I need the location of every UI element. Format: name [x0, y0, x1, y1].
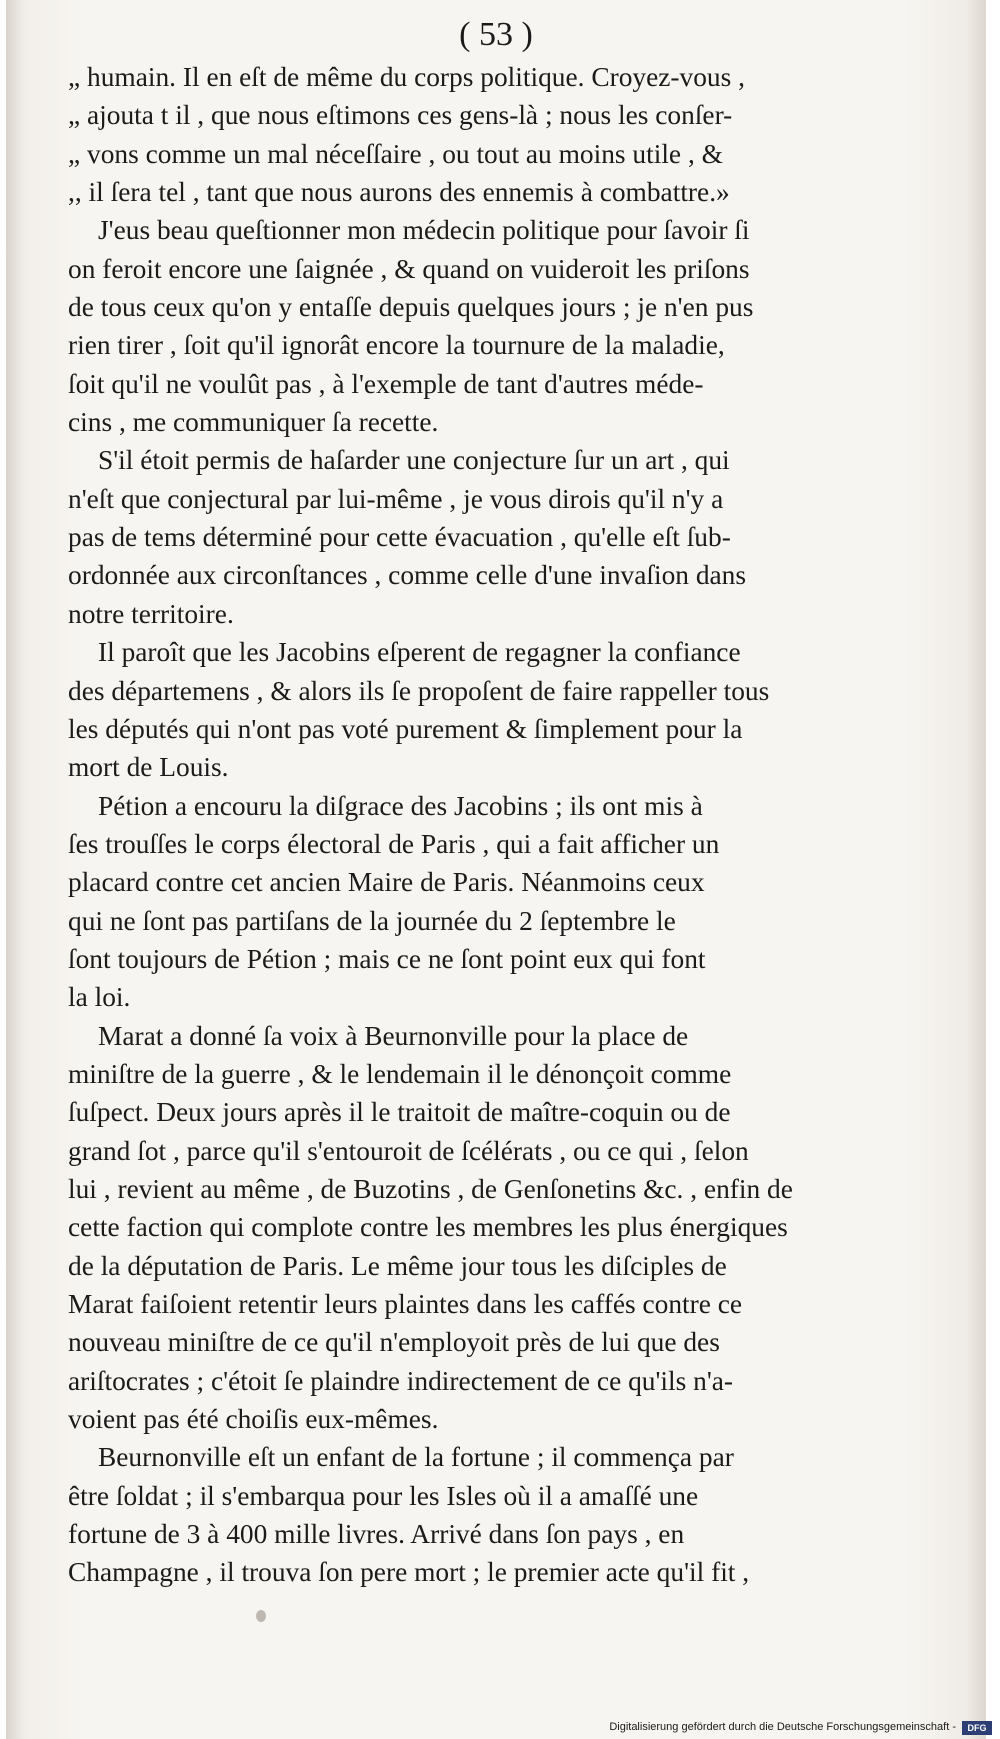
- text-line: Marat a donné ſa voix à Beurnonville pour la place de: [98, 1020, 689, 1051]
- text-line: cins , me communiquer ſa recette.: [68, 407, 439, 438]
- ink-smudge: [256, 1610, 266, 1622]
- text-line: pas de tems déterminé pour cette évacuation , qu'elle eſt ſub-: [68, 522, 731, 553]
- text-line: cette faction qui complote contre les membres les plus énergiques: [68, 1212, 788, 1243]
- text-line: Champagne , il trouva ſon pere mort ; le premier acte qu'il fit ,: [68, 1557, 750, 1588]
- text-line: Pétion a encouru la diſgrace des Jacobins ; ils ont mis à: [98, 790, 703, 821]
- text-line: ordonnée aux circonſtances , comme celle d'une invaſion dans: [68, 560, 747, 591]
- text-line: nouveau miniſtre de ce qu'il n'employoit près de lui que des: [68, 1327, 720, 1358]
- text-line: fortune de 3 à 400 mille livres. Arrivé dans ſon pays , en: [68, 1519, 685, 1550]
- text-line: qui ne ſont pas partiſans de la journée du 2 ſeptembre le: [68, 905, 676, 936]
- text-line: ,, il ſera tel , tant que nous aurons des ennemis à combattre.»: [68, 177, 730, 208]
- text-line: être ſoldat ; il s'embarqua pour les Isles où il a amaſſé une: [68, 1480, 699, 1511]
- text-line: des départemens , & alors ils ſe propoſent de faire rappeller tous: [68, 675, 770, 706]
- text-line: ariſtocrates ; c'étoit ſe plaindre indirectement de ce qu'ils n'a-: [68, 1365, 734, 1396]
- text-line: voient pas été choiſis eux-mêmes.: [68, 1404, 439, 1435]
- page-number: ( 53 ): [459, 16, 533, 53]
- dfg-logo: DFG: [962, 1721, 992, 1735]
- text-line: de la députation de Paris. Le même jour tous les diſciples de: [68, 1250, 727, 1281]
- text-line: J'eus beau queſtionner mon médecin politique pour ſavoir ſi: [98, 215, 750, 246]
- text-line: n'eſt que conjectural par lui-même , je vous dirois qu'il n'y a: [68, 483, 724, 514]
- text-line: Il paroît que les Jacobins eſperent de regagner la confiance: [98, 637, 741, 668]
- text-line: Beurnonville eſt un enfant de la fortune ; il commença par: [98, 1442, 734, 1473]
- text-line: les députés qui n'ont pas voté purement & ſimplement pour la: [68, 713, 743, 744]
- text-line: „ vons comme un mal néceſſaire , ou tout au moins utile , &: [68, 138, 723, 169]
- text-line: mort de Louis.: [68, 752, 229, 783]
- text-line: ſuſpect. Deux jours après il le traitoit de maître-coquin ou de: [68, 1097, 731, 1128]
- digitization-credit: Digitalisierung gefördert durch die Deutsche Forschungsgemeinschaft -: [609, 1721, 956, 1733]
- text-line: miniſtre de la guerre , & le lendemain il le dénonçoit comme: [68, 1058, 732, 1089]
- text-line: placard contre cet ancien Maire de Paris. Néanmoins ceux: [68, 867, 705, 898]
- text-line: on feroit encore une ſaignée , & quand on vuideroit les priſons: [68, 253, 750, 284]
- paper-sheet: [6, 0, 986, 1739]
- body-text: [68, 58, 968, 1592]
- text-line: ſes trouſſes le corps électoral de Paris , qui a fait afficher un: [68, 828, 720, 859]
- text-line: S'il étoit permis de haſarder une conjecture ſur un art , qui: [98, 445, 730, 476]
- text-line: lui , revient au même , de Buzotins , de Genſonetins &c. , enfin de: [68, 1173, 793, 1204]
- text-line: ſoit qu'il ne voulût pas , à l'exemple de tant d'autres méde-: [68, 368, 704, 399]
- text-line: rien tirer , ſoit qu'il ignorât encore la tournure de la maladie,: [68, 330, 725, 361]
- text-line: ſont toujours de Pétion ; mais ce ne ſont point eux qui font: [68, 943, 706, 974]
- text-line: notre territoire.: [68, 598, 234, 629]
- text-line: grand ſot , parce qu'il s'entouroit de ſcélérats , ou ce qui , ſelon: [68, 1135, 749, 1166]
- text-line: Marat faiſoient retentir leurs plaintes dans les caffés contre ce: [68, 1289, 743, 1319]
- text-line: „ ajouta t il , que nous eſtimons ces gens-là ; nous les conſer-: [68, 100, 733, 131]
- text-line: de tous ceux qu'on y entaſſe depuis quelques jours ; je n'en pus: [68, 292, 754, 323]
- text-line: „ humain. Il en eſt de même du corps politique. Croyez-vous ,: [68, 62, 745, 92]
- text-line: la loi.: [68, 982, 131, 1013]
